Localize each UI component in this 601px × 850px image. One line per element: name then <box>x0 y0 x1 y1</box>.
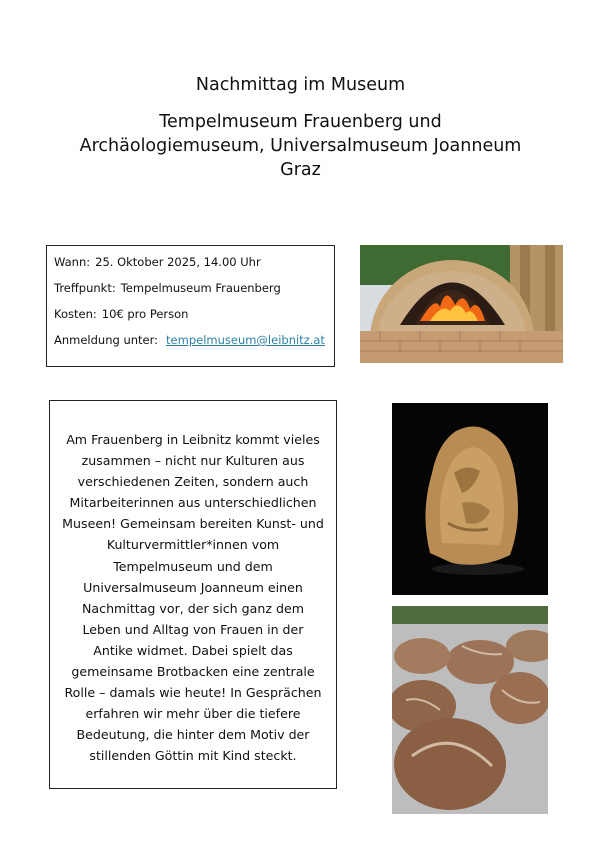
description-line: Museen! Gemeinsam bereiten Kunst- und <box>62 516 324 532</box>
cost-value: 10€ pro Person <box>101 307 189 321</box>
description-line: Universalmuseum Joanneum einen <box>83 579 303 595</box>
when-value: 25. Oktober 2025, 14.00 Uhr <box>95 255 261 269</box>
venue-line-2: Archäologiemuseum, Universalmuseum Joanneum <box>79 136 522 156</box>
description-line: Am Frauenberg in Leibnitz kommt vieles <box>66 432 320 447</box>
description-line: gemeinsame Brotbacken eine zentrale <box>71 664 315 680</box>
info-row-registration <box>54 331 334 357</box>
bread-statue-photo <box>392 403 548 595</box>
registration-label: Anmeldung unter: <box>54 333 159 347</box>
description-line: Antike widmet. Dabei spielt das <box>93 642 293 658</box>
event-info-box <box>46 245 335 367</box>
venue-line-1: Tempelmuseum Frauenberg und <box>159 112 442 132</box>
event-description-box <box>49 400 337 789</box>
when-label: Wann: <box>54 255 91 269</box>
event-title: Nachmittag im Museum <box>195 75 406 95</box>
meeting-point-value: Tempelmuseum Frauenberg <box>120 281 281 295</box>
info-row-when <box>54 253 334 279</box>
description-line: Leben und Alltag von Frauen in der <box>82 621 304 637</box>
bread-loaves-photo <box>392 606 548 814</box>
venue-city: Graz <box>280 160 321 180</box>
cost-label: Kosten: <box>54 307 97 321</box>
description-line: Kulturvermittler*innen vom <box>106 537 280 553</box>
description-line: erfahren wir mehr über die tiefere <box>85 706 301 722</box>
description-line: Rolle – damals wie heute! In Gesprächen <box>64 685 322 701</box>
description-line: Tempelmuseum und dem <box>113 558 273 574</box>
registration-email-link[interactable]: tempelmuseum@leibnitz.at <box>166 333 325 347</box>
description-line: verschiedenen Zeiten, sondern auch <box>77 474 309 490</box>
description-line: Nachmittag vor, der sich ganz dem <box>82 600 304 616</box>
description-line: stillenden Göttin mit Kind steckt. <box>89 748 297 764</box>
meeting-point-label: Treffpunkt: <box>54 281 116 295</box>
info-row-cost <box>54 305 334 331</box>
description-line: zusammen – nicht nur Kulturen aus <box>81 453 305 469</box>
clay-oven-photo <box>360 245 563 363</box>
info-row-meeting-point <box>54 279 334 305</box>
description-line: Mitarbeiterinnen aus unterschiedlichen <box>69 495 317 511</box>
description-line: Bedeutung, die hinter dem Motiv der <box>76 727 310 743</box>
